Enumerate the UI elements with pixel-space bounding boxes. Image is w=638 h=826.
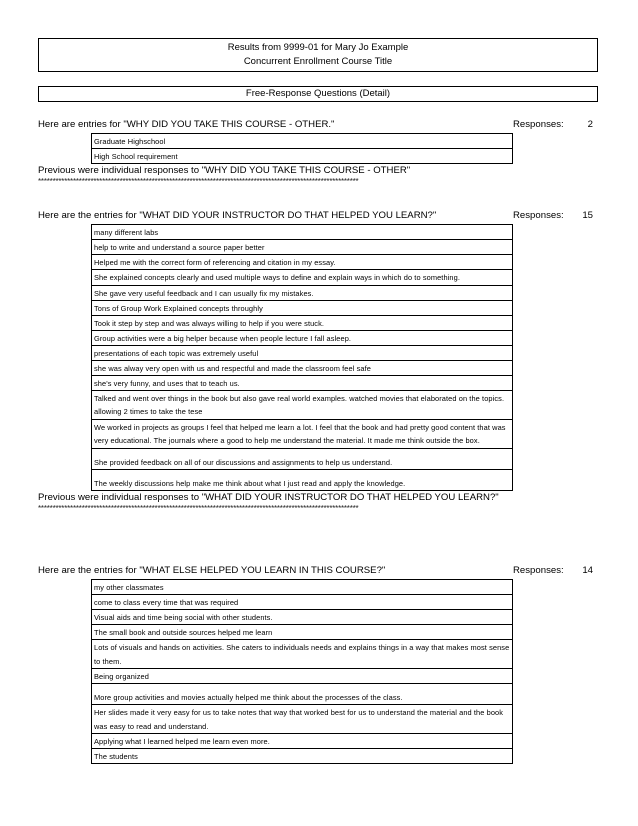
responses-count: 15 (582, 210, 593, 221)
entries-table (91, 133, 513, 164)
entry-row: The small book and outside sources helped me learn (92, 625, 512, 640)
entry-row: my other classmates (92, 580, 512, 595)
entry-row: She gave very useful feedback and I can usually fix my mistakes. (92, 286, 512, 301)
entry-row: Tons of Group Work Explained concepts throughly (92, 301, 512, 316)
responses-label: Responses: (513, 210, 564, 221)
entry-row: Applying what I learned helped me learn even more. (92, 734, 512, 749)
report-header (38, 38, 598, 72)
entry-row: High School requirement (92, 149, 512, 164)
entry-row: come to class every time that was required (92, 595, 512, 610)
question-text: Here are the entries for "WHAT DID YOUR INSTRUCTOR DO THAT HELPED YOU LEARN?" (38, 210, 437, 221)
question-section-what-else (38, 563, 618, 764)
entry-row: She explained concepts clearly and used multiple ways to define and explain ways in which do to something. (92, 270, 512, 286)
question-text: Here are the entries for "WHAT ELSE HELPED YOU LEARN IN THIS COURSE?" (38, 565, 386, 576)
report-title: Results from 9999-01 for Mary Jo Example (227, 42, 409, 53)
entry-row: help to write and understand a source paper better (92, 240, 512, 255)
question-text: Here are entries for "WHY DID YOU TAKE THIS COURSE - OTHER." (38, 119, 335, 130)
entry-row: Her slides made it very easy for us to take notes that way that worked best for us to understand the material and the book was easy to read and understand. (92, 705, 512, 734)
entry-row: Visual aids and time being social with other students. (92, 610, 512, 625)
entry-row: Graduate Highschool (92, 134, 512, 149)
entry-row: she's very funny, and uses that to teach us. (92, 376, 512, 391)
entry-row: she was alway very open with us and respectful and made the classroom feel safe (92, 361, 512, 376)
entries-table (91, 224, 513, 491)
separator-stars: ************************************************************************************************************** (38, 504, 359, 513)
entry-row: Being organized (92, 669, 512, 684)
question-section-instructor (38, 208, 618, 513)
entry-row: many different labs (92, 225, 512, 240)
entry-row: Helped me with the correct form of referencing and citation in my essay. (92, 255, 512, 270)
section-title: Free-Response Questions (Detail) (245, 88, 391, 99)
previous-responses-note: Previous were individual responses to "WHAT DID YOUR INSTRUCTOR DO THAT HELPED YOU LEARN?" (38, 491, 499, 503)
entry-row: More group activities and movies actually helped me think about the processes of the class. (92, 684, 512, 705)
entry-row: We worked in projects as groups I feel that helped me learn a lot. I feel that the book and had pretty good content that was very educational. The journals where a good to help me understand the material. It made me think outside the box. (92, 420, 512, 449)
course-title: Concurrent Enrollment Course Title (243, 56, 393, 67)
entry-row: The students (92, 749, 512, 764)
entry-row: Lots of visuals and hands on activities. She caters to individuals needs and explains things in a way that makes most sense to them. (92, 640, 512, 669)
responses-count: 2 (587, 119, 593, 130)
responses-label: Responses: (513, 119, 564, 130)
entry-row: Talked and went over things in the book but also gave real world examples. watched movies that elaborated on the topics. allowing 2 times to take the tese (92, 391, 512, 420)
section-title-box (38, 86, 598, 102)
question-section-why-take (38, 117, 618, 186)
question-line (38, 208, 618, 224)
entry-row: presentations of each topic was extremely useful (92, 346, 512, 361)
question-line (38, 117, 618, 133)
separator-stars: ************************************************************************************************************** (38, 178, 359, 186)
entry-row: Group activities were a big helper because when people lecture I fall asleep. (92, 331, 512, 346)
entries-table (91, 579, 513, 764)
previous-responses-note: Previous were individual responses to "WHY DID YOU TAKE THIS COURSE - OTHER" (38, 165, 411, 176)
entry-row: Took it step by step and was always willing to help if you were stuck. (92, 316, 512, 331)
entry-row: The weekly discussions help make me think about what I just read and apply the knowledge. (92, 470, 512, 491)
responses-label: Responses: (513, 565, 564, 576)
question-line (38, 563, 618, 579)
responses-count: 14 (582, 565, 593, 576)
entry-row: She provided feedback on all of our discussions and assignments to help us understand. (92, 449, 512, 470)
